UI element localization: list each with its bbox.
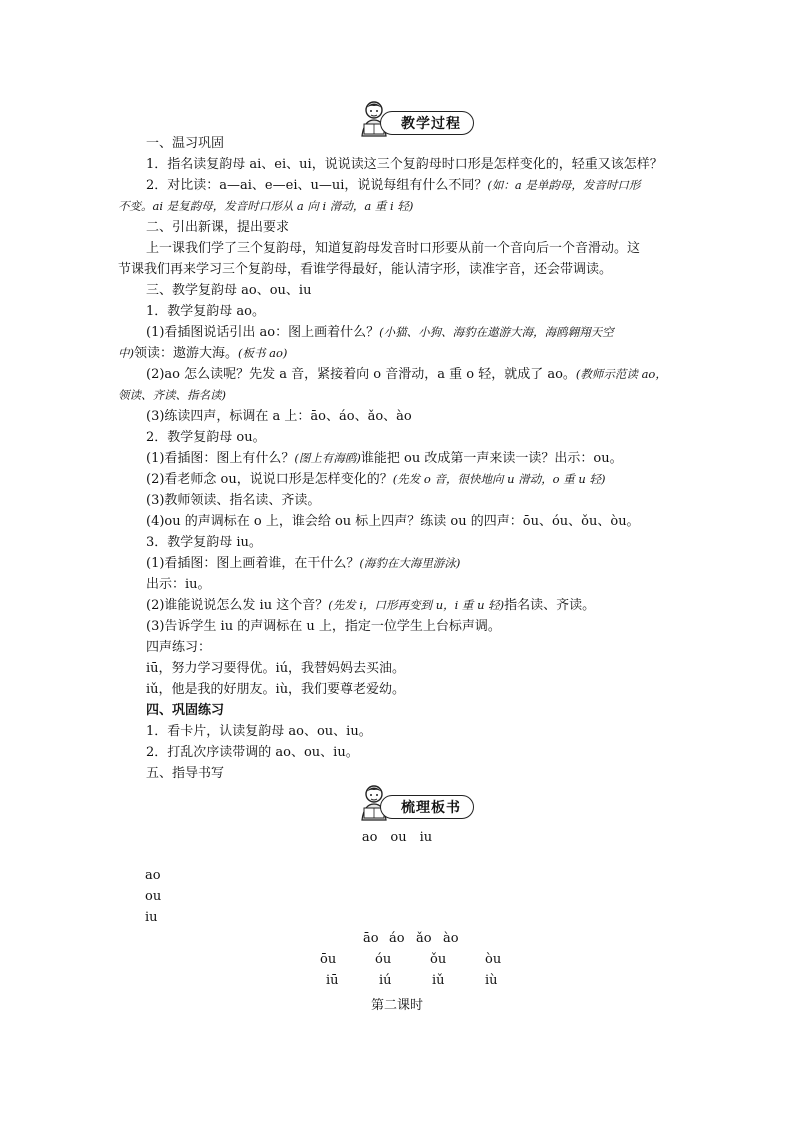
section-badge-board-writing (358, 794, 478, 820)
paragraph: 2．打乱次序读带调的 ao、ou、iu。 (146, 745, 359, 760)
tone-cell: áo (389, 931, 405, 946)
section-title: 三、教学复韵母 ao、ou、iu (146, 283, 312, 298)
tone-cell: iū (326, 973, 339, 988)
section-title: 二、引出新课，提出要求 (146, 220, 290, 235)
tone-cell: óu (375, 952, 392, 967)
section-title: 一、温习巩固 (146, 136, 225, 151)
board-left-item: ou (145, 889, 162, 904)
paragraph: 上一课我们学了三个复韵母，知道复韵母发音时口形要从前一个音向后一个音滑动。这 (146, 241, 641, 256)
paragraph-continued: 节课我们再来学习三个复韵母，看谁学得最好，能认清字形，读准字音，还会带调读。 (118, 262, 613, 277)
paragraph: (2)谁能说说怎么发 iu 这个音？(先发 i，口形再变到 u，i 重 u 轻)指名读、齐读。 (146, 598, 596, 613)
paragraph: (2)ao 怎么读呢？先发 a 音，紧接着向 o 音滑动，a 重 o 轻，就成了 ao。(教师示范读 ao， (146, 367, 667, 382)
paragraph-continued: 领读、齐读、指名读) (118, 388, 226, 402)
tone-cell: iù (485, 973, 498, 988)
subsection-title: 四声练习： (146, 640, 212, 655)
tone-cell: āo (363, 931, 379, 946)
paragraph: (1)看插图：图上有什么？(图上有海鸥)谁能把 ou 改成第一声来读一读？出示：ou。 (146, 451, 623, 466)
tone-cell: ǎo (416, 931, 432, 946)
section-title: 五、指导书写 (146, 766, 225, 781)
paragraph: (3)教师领读、指名读、齐读。 (146, 493, 321, 508)
board-heading: ao ou iu (361, 830, 433, 845)
section-title: 四、巩固练习 (146, 703, 225, 718)
next-lesson-title: 第二课时 (370, 998, 423, 1013)
tone-cell: ǒu (430, 952, 447, 967)
paragraph: 1．指名读复韵母 ai、ei、ui，说说读这三个复韵母时口形是怎样变化的，轻重又该怎样？ (146, 157, 663, 172)
board-left-item: ao (145, 868, 161, 883)
lesson-content (118, 133, 678, 784)
tone-cell: iǔ (432, 973, 445, 988)
paragraph: (1)看插图：图上画着谁，在干什么？(海豹在大海里游泳) (146, 556, 461, 571)
paragraph: 1．看卡片，认读复韵母 ao、ou、iu。 (146, 724, 372, 739)
subsection-title: 2．教学复韵母 ou。 (146, 430, 266, 445)
paragraph: (4)ou 的声调标在 o 上，谁会给 ou 标上四声？练读 ou 的四声：ōu、óu、ǒu、òu。 (146, 514, 640, 529)
tone-cell: ào (443, 931, 459, 946)
badge-label: 教学过程 (380, 111, 474, 135)
paragraph: 出示：iu。 (146, 577, 211, 592)
paragraph: 2．对比读：a—ai、e—ei、u—ui，说说每组有什么不同？(如：a 是单韵母，发音时口形 (146, 178, 641, 193)
subsection-title: 3．教学复韵母 iu。 (146, 535, 262, 550)
paragraph-continued: 不变。ai 是复韵母，发音时口形从 a 向 i 滑动，a 重 i 轻) (118, 199, 414, 213)
paragraph: (1)看插图说话引出 ao：图上画着什么？(小猫、小狗、海豹在遨游大海，海鸥翱翔天空 (146, 325, 614, 340)
tone-cell: ōu (320, 952, 337, 967)
paragraph-continued: 中)领读：遨游大海。(板书 ao) (118, 346, 288, 361)
tone-cell: òu (485, 952, 502, 967)
paragraph: iǔ，他是我的好朋友。iù，我们要尊老爱幼。 (146, 682, 406, 697)
paragraph: (3)告诉学生 iu 的声调标在 u 上，指定一位学生上台标声调。 (146, 619, 501, 634)
subsection-title: 1．教学复韵母 ao。 (146, 304, 265, 319)
paragraph: (3)练读四声，标调在 a 上：āo、áo、ǎo、ào (146, 409, 412, 424)
paragraph: (2)看老师念 ou，说说口形是怎样变化的？(先发 o 音，很快地向 u 滑动，o 重 u 轻) (146, 472, 606, 487)
badge-label: 梳理板书 (380, 795, 474, 819)
paragraph: iū，努力学习要得优。iú，我替妈妈去买油。 (146, 661, 406, 676)
tone-cell: iú (379, 973, 392, 988)
board-left-item: iu (145, 910, 158, 925)
